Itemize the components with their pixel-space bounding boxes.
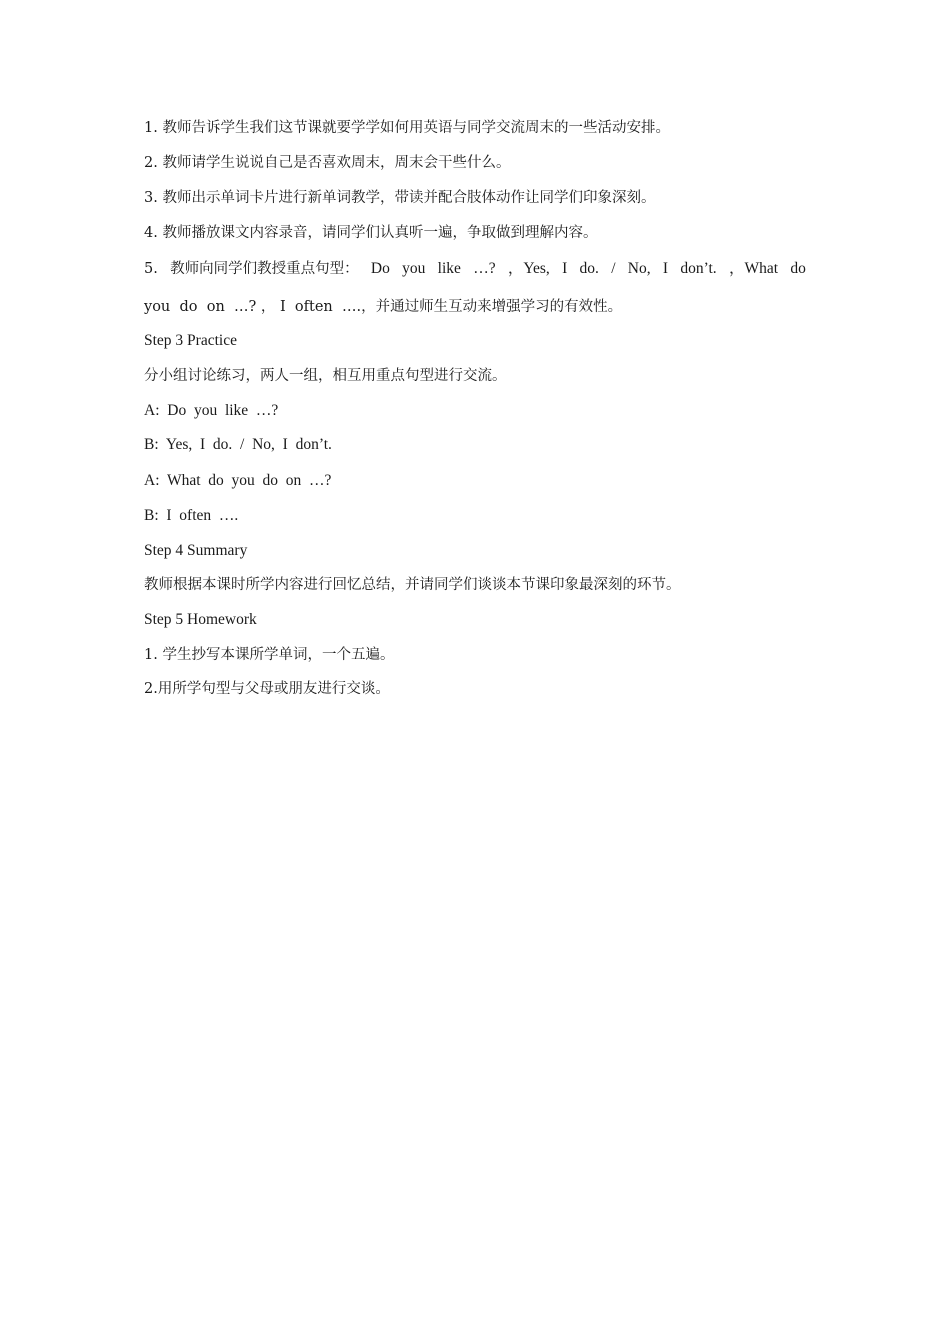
item5-part: ，Yes,	[507, 260, 550, 277]
step3-intro: 分小组讨论练习，两人一组，相互用重点句型进行交流。	[144, 368, 507, 384]
step4-text: 教师根据本课时所学内容进行回忆总结，并请同学们谈谈本节课印象最深刻的环节。	[144, 577, 681, 593]
item5-part: do.	[579, 260, 599, 277]
item5-part: do	[790, 260, 806, 277]
homework-item-2: 2.用所学句型与父母或朋友进行交谈。	[144, 681, 390, 697]
item5-part: ，What	[728, 260, 779, 277]
step2-item-4: 4. 教师播放课文内容录音，请同学们认真听一遍，争取做到理解内容。	[144, 225, 598, 241]
item5-part: Do	[370, 260, 390, 277]
dialogue-line: B: Yes, I do. / No, I don’t.	[144, 436, 332, 453]
item5-part: No,	[627, 260, 651, 277]
dialogue-line: A: Do you like …?	[144, 402, 279, 419]
step5-heading: Step 5 Homework	[144, 611, 257, 628]
step2-item-5-line2: you do on …? ， I often ….，并通过师生互动来增强学习的有效性。	[144, 299, 623, 315]
step2-item-1: 1. 教师告诉学生我们这节课就要学学如何用英语与同学交流周末的一些活动安排。	[144, 120, 670, 136]
dialogue-line: B: I often ….	[144, 507, 239, 524]
item5-part: /	[611, 260, 616, 277]
item5-part: 教师向同学们教授重点句型：	[170, 261, 359, 277]
step3-heading: Step 3 Practice	[144, 332, 237, 349]
item5-part: like	[437, 260, 461, 277]
step4-heading: Step 4 Summary	[144, 542, 248, 559]
step2-item-3: 3. 教师出示单词卡片进行新单词教学，带读并配合肢体动作让同学们印象深刻。	[144, 190, 656, 206]
item5-part: I	[662, 260, 669, 277]
item5-part: …?	[473, 260, 496, 277]
item5-part: 5.	[144, 261, 158, 277]
homework-item-1: 1. 学生抄写本课所学单词，一个五遍。	[144, 647, 395, 663]
item5-part: I	[562, 260, 568, 277]
dialogue-line: A: What do you do on …?	[144, 472, 332, 489]
step2-item-2: 2. 教师请学生说说自己是否喜欢周末，周末会干些什么。	[144, 155, 511, 171]
item5-part: you	[402, 260, 426, 277]
item5-part: don’t.	[680, 260, 717, 277]
step2-item-5-line1	[144, 259, 806, 279]
